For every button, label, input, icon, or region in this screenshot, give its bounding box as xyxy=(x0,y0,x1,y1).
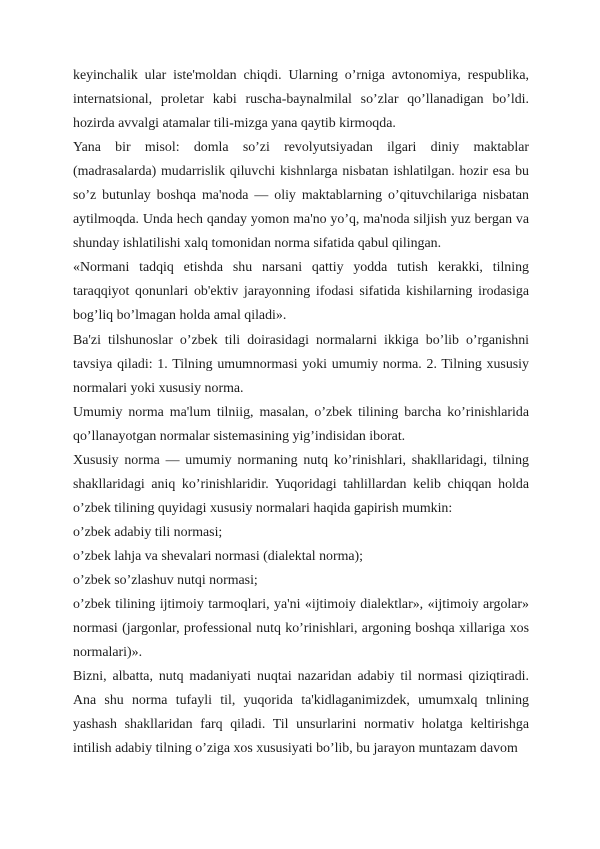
document-page xyxy=(73,64,529,761)
list-item-social-norm: o’zbek tilining ijtimoiy tarmoqlari, ya'ni «ijtimoiy dialektlar», «ijtimoiy argolar» normasi (jargonlar, professional nutq ko’rinishlari, argoning boshqa xillariga xos normalari)». xyxy=(73,597,529,661)
paragraph-2: Yana bir misol: domla so’zi revolyutsiyadan ilgari diniy maktablar (madrasalarda) mudarrislik qiluvchi kishnlarga nisbatan ishlatilgan. hozir esa bu so’z butunlay boshqa ma'noda — oliy maktablarning o’qituvchilariga nisbatan aytilmoqda. Unda hech qanday yomon ma'no yo’q, ma'noda siljish yuz bergan va shunday ishlatilishi xalq tomonidan norma sifatida qabul qilingan. xyxy=(73,140,529,252)
list-item-literary-norm: o’zbek adabiy tili normasi; xyxy=(73,524,223,540)
paragraph-5: Umumiy norma ma'lum tilniig, masalan, o’zbek tilining barcha ko’rinishlarida qo’llanayotgan normalar sistemasining yig’indisidan iborat. xyxy=(73,404,529,444)
paragraph-7: Bizni, albatta, nutq madaniyati nuqtai nazaridan adabiy til normasi qiziqtiradi. Ana shu norma tufayli til, yuqorida ta'kidlaganimizdek, umumxalq tnlining yashash shakllaridan farq qiladi. Til unsurlarini normativ holatga keltirishga intilish adabiy tilning o’ziga xos xususiyati bo’lib, bu jarayon muntazam davom xyxy=(73,669,529,757)
paragraph-1: keyinchalik ular iste'moldan chiqdi. Ularning o’rniga avtonomiya, respublika, internatsional, proletar kabi ruscha-baynalmilal so’zlar qo’llanadigan bo’ldi. hozirda avvalgi atamalar tili-mizga yana qaytib kirmoqda. xyxy=(73,68,529,132)
paragraph-4: Ba'zi tilshunoslar o’zbek tili doirasidagi normalarni ikkiga bo’lib o’rganishni tavsiya qiladi: 1. Tilning umumnormasi yoki umumiy norma. 2. Tilning xususiy normalari yoki xususiy norma. xyxy=(73,332,529,396)
paragraph-6: Xususiy norma — umumiy normaning nutq ko’rinishlari, shakllaridagi, tilning shakllaridagi aniq ko’rinishlaridir. Yuqoridagi tahlillardan kelib chiqqan holda o’zbek tilining quyidagi xususiy normalari haqida gapirish mumkin: xyxy=(73,452,529,516)
paragraph-3: «Normani tadqiq etishda shu narsani qattiy yodda tutish kerakki, tilning taraqqiyot qonunlari ob'ektiv jarayonning ifodasi sifatida kishilarning irodasiga bog’liq bo’lmagan holda amal qiladi». xyxy=(73,260,529,324)
list-item-dialect-norm: o’zbek lahja va shevalari normasi (dialektal norma); xyxy=(73,548,364,564)
list-item-colloquial-norm: o’zbek so’zlashuv nutqi normasi; xyxy=(73,572,258,588)
